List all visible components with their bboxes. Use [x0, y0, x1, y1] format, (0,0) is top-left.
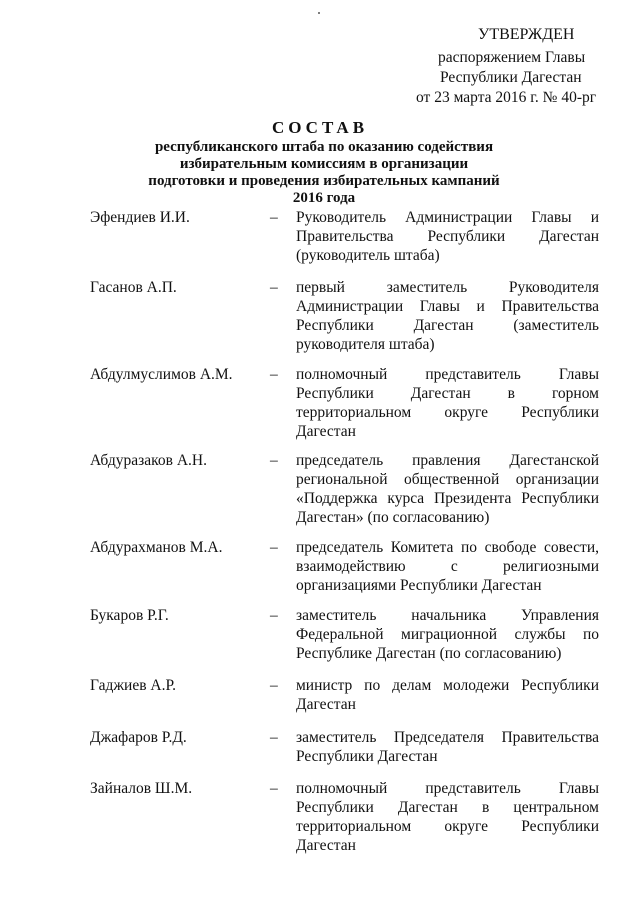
member-name: Абдурахманов М.А.: [90, 539, 223, 556]
member-name: Джафаров Р.Д.: [90, 729, 187, 746]
member-role: полномочный представитель Главы Республики Дагестан в горном территориальном округе Республики Дагестан: [296, 366, 599, 440]
subtitle-text: республиканского штаба по оказанию содействия избирательным комиссиям в организации подготовки и проведения избирательных кампаний 2016 года: [148, 139, 500, 206]
member-dash: –: [270, 607, 278, 624]
approval-heading: УТВЕРЖДЕН: [478, 26, 575, 43]
document-title: СОСТАВ: [271, 118, 369, 137]
member-role: Руководитель Администрации Главы и Правительства Республики Дагестан (руководитель штаба): [296, 209, 599, 264]
member-name: Абдулмуслимов А.М.: [90, 366, 233, 383]
member-dash: –: [270, 780, 278, 797]
member-dash: –: [270, 452, 278, 469]
member-role: председатель правления Дагестанской региональной общественной организации «Поддержка курса Президента Республики Дагестан» (по согласованию): [296, 452, 599, 526]
member-name: Букаров Р.Г.: [90, 607, 169, 624]
member-dash: –: [270, 209, 278, 226]
member-name: Абдуразаков А.Н.: [90, 452, 207, 469]
member-role: полномочный представитель Главы Республики Дагестан в центральном территориальном округе Республики Дагестан: [296, 780, 599, 854]
member-role: заместитель Председателя Правительства Республики Дагестан: [296, 729, 599, 765]
member-dash: –: [270, 366, 278, 383]
member-name: Эфендиев И.И.: [90, 209, 190, 226]
approval-line-1: распоряжением Главы: [438, 49, 586, 66]
member-dash: –: [270, 279, 278, 296]
member-name: Гасанов А.П.: [90, 279, 177, 296]
member-name: Гаджиев А.Р.: [90, 677, 177, 694]
member-dash: –: [270, 729, 278, 746]
approval-date: от 23 марта 2016 г. № 40-рг: [416, 89, 597, 106]
member-role: министр по делам молодежи Республики Дагестан: [296, 677, 599, 713]
member-role: заместитель начальника Управления Федеральной миграционной службы по Республике Дагестан (по согласованию): [296, 607, 599, 662]
member-dash: –: [270, 677, 278, 694]
member-name: Зайналов Ш.М.: [90, 780, 193, 797]
approval-line-2: Республики Дагестан: [440, 69, 582, 86]
member-role: председатель Комитета по свободе совести, взаимодействию с религиозными организациями Республики Дагестан: [296, 539, 599, 594]
member-role: первый заместитель Руководителя Администрации Главы и Правительства Республики Дагестан (заместитель руководителя штаба): [296, 279, 599, 353]
member-dash: –: [270, 539, 278, 556]
